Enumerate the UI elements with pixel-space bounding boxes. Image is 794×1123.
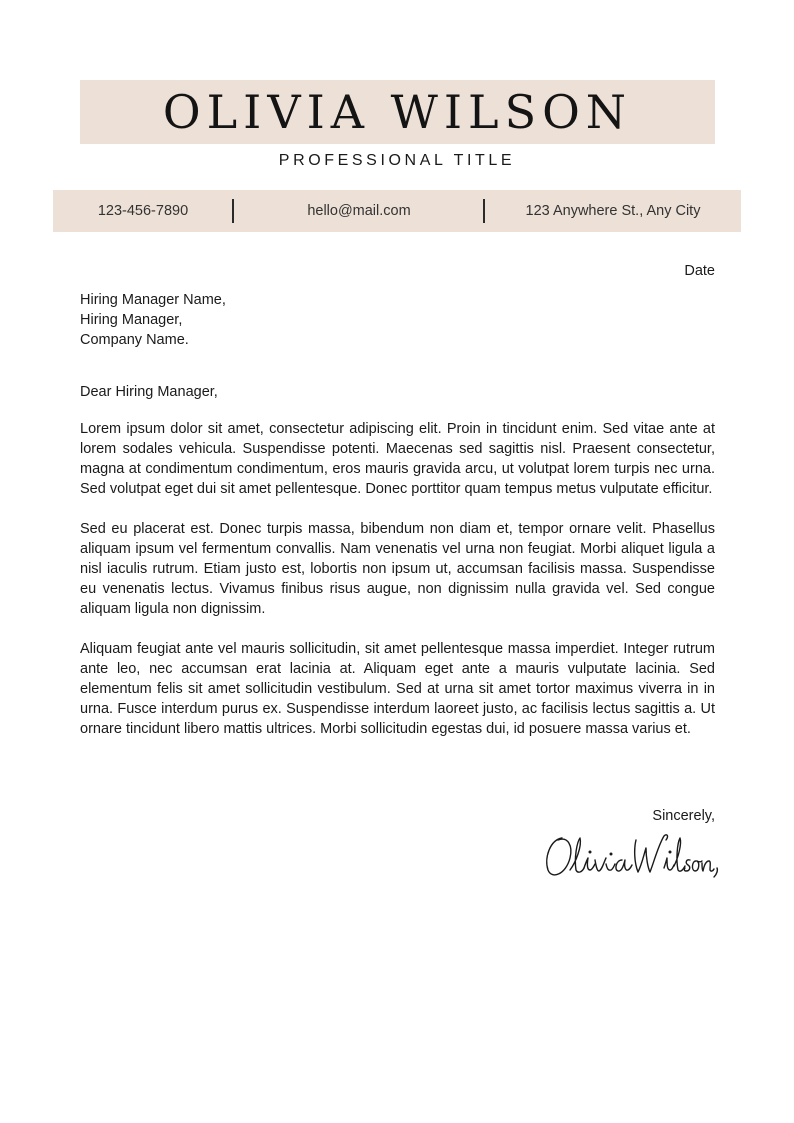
contact-phone: 123-456-7890 [97, 203, 189, 219]
recipient-name: Hiring Manager Name, [80, 292, 226, 308]
recipient-role: Hiring Manager, [80, 312, 183, 328]
name-banner [80, 80, 715, 144]
body-paragraph: Sed eu placerat est. Donec turpis massa, bibendum non diam et, tempor ornare velit. Phasellus aliquam ipsum vel fermentum convallis. Nam venenatis vel urna non feugiat. Morbi aliquet ligula a nisl iaculis rutrum. Etiam justo est, lobortis non ipsum ut, accumsan facilisis massa. Suspendisse eu venenatis lectus. Vivamus finibus risus augue, non dignissim nulla gravida vel. Sed congue aliquam ligula non dignissim. [80, 521, 715, 617]
body-paragraph: Aliquam feugiat ante vel mauris sollicitudin, sit amet pellentesque massa imperdiet. Integer rutrum ante leo, nec accumsan erat lacinia at. Aliquam eget ante a mauris vulputate lacinia. Sed elementum felis sit amet sollicitudin vestibulum. Sed at urna sit amet tortor maximus viverra in in urna. Fusce interdum purus ex. Suspendisse interdum laoreet justo, ac facilisis lectus sagittis a. Ut ornare tincidunt libero mattis ultrices. Morbi sollicitudin egestas dui, id posuere massa varius et. [80, 641, 715, 737]
letter-date: Date [684, 263, 715, 279]
letter-body [80, 419, 715, 759]
body-paragraph: Lorem ipsum dolor sit amet, consectetur adipiscing elit. Proin in tincidunt enim. Sed vitae ante at lorem sodales vehicula. Suspendisse potenti. Maecenas sed sagittis nisl. Praesent consectetur, magna at condimentum condimentum, eros mauris gravida arcu, ut volutpat lorem turpis nec urna. Sed volutpat eget dui sit amet pellentesque. Donec porttitor quam tempus metus vulputate efficitur. [80, 421, 715, 497]
contact-address: 123 Anywhere St., Any City [525, 203, 701, 219]
contact-bar [53, 190, 741, 232]
salutation: Dear Hiring Manager, [80, 384, 218, 400]
recipient-company: Company Name. [80, 332, 189, 348]
handwritten-signature [540, 828, 720, 882]
candidate-name: OLIVIA WILSON [162, 85, 633, 139]
contact-email: hello@mail.com [307, 203, 411, 219]
recipient-block [80, 290, 226, 350]
professional-title: PROFESSIONAL TITLE [278, 152, 516, 169]
closing: Sincerely, [652, 808, 715, 824]
